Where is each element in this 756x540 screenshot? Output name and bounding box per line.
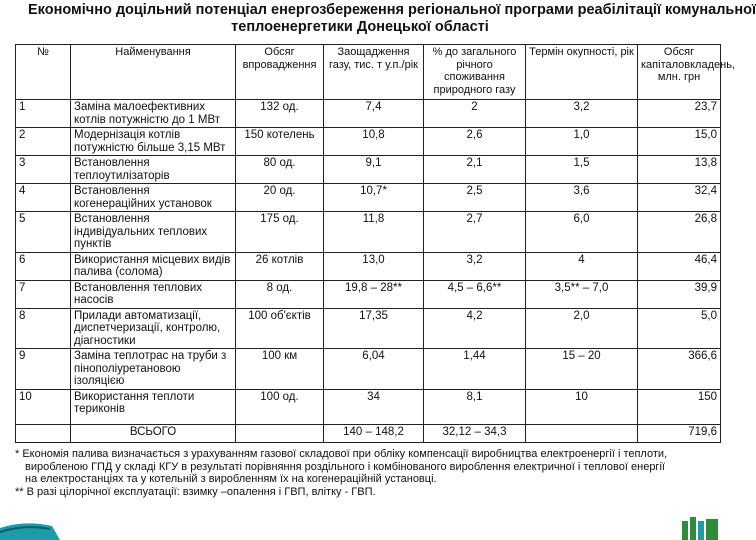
row-savings: 6,04 [324, 349, 424, 390]
row-payback: 1,5 [526, 156, 638, 184]
row-percent: 2,6 [424, 128, 526, 156]
row-payback: 6,0 [526, 212, 638, 253]
row-payback: 3,6 [526, 184, 638, 212]
row-percent: 1,44 [424, 349, 526, 390]
row-no: 8 [16, 308, 71, 349]
header-percent: % до загального річного споживання природного газу [424, 45, 526, 100]
footnote-2: ** В разі цілорічної експлуатації: взимку –опалення і ГВП, влітку - ГВП. [15, 485, 376, 498]
row-name: Встановлення теплоутилізаторів [71, 156, 236, 184]
row-no: 2 [16, 128, 71, 156]
table-row [16, 128, 721, 156]
total-row [16, 424, 721, 442]
row-volume: 175 од. [236, 212, 324, 253]
table-row [16, 389, 721, 424]
table-row [16, 156, 721, 184]
total-label: ВСЬОГО [71, 424, 236, 442]
table-row [16, 349, 721, 390]
row-name: Використання місцевих видів палива (солома) [71, 252, 236, 280]
row-capex: 32,4 [638, 184, 721, 212]
total-savings: 140 – 148,2 [324, 424, 424, 442]
footnote-1-cont-b: на електростанціях та у котельній з виробленням їх на когенераційній установці. [25, 473, 437, 485]
total-capex: 719,6 [638, 424, 721, 442]
row-name: Встановлення індивідуальних теплових пунктів [71, 212, 236, 253]
row-name: Заміна теплотрас на труби з пінополіуретановою ізоляцією [71, 349, 236, 390]
row-savings: 11,8 [324, 212, 424, 253]
row-volume: 132 од. [236, 100, 324, 128]
row-no: 5 [16, 212, 71, 253]
row-name: Модернізація котлів потужністю більше 3,15 МВт [71, 128, 236, 156]
row-percent: 4,5 – 6,6** [424, 280, 526, 308]
row-volume: 150 котелень [236, 128, 324, 156]
row-no: 10 [16, 389, 71, 424]
decorative-teal-shape [0, 518, 60, 540]
table-row [16, 212, 721, 253]
row-savings: 10,8 [324, 128, 424, 156]
row-savings: 13,0 [324, 252, 424, 280]
row-no: 3 [16, 156, 71, 184]
header-no: № [16, 45, 71, 100]
page-title [0, 2, 756, 36]
row-percent: 2,7 [424, 212, 526, 253]
row-name: Прилади автоматизації, диспетчеризації, контролю, діагностики [71, 308, 236, 349]
row-no: 4 [16, 184, 71, 212]
row-volume: 100 об'єктів [236, 308, 324, 349]
total-percent: 32,12 – 34,3 [424, 424, 526, 442]
table-row [16, 252, 721, 280]
row-percent: 4,2 [424, 308, 526, 349]
row-volume: 20 од. [236, 184, 324, 212]
row-capex: 366,6 [638, 349, 721, 390]
row-payback: 1,0 [526, 128, 638, 156]
row-no: 9 [16, 349, 71, 390]
row-no: 6 [16, 252, 71, 280]
header-savings: Заощадження газу, тис. т у.п./рік [324, 45, 424, 100]
table-header-row [16, 45, 721, 100]
total-empty-volume [236, 424, 324, 442]
row-payback: 3,2 [526, 100, 638, 128]
row-savings: 9,1 [324, 156, 424, 184]
row-savings: 19,8 – 28** [324, 280, 424, 308]
row-capex: 5,0 [638, 308, 721, 349]
row-name: Встановлення теплових насосів [71, 280, 236, 308]
row-capex: 46,4 [638, 252, 721, 280]
footnote-1-cont-a: виробленою ГПД у складі КГУ в результаті порівняння роздільного і комбінованого вироблення електричної і теплової енергії [25, 460, 665, 473]
total-empty-payback [526, 424, 638, 442]
row-payback: 3,5** – 7,0 [526, 280, 638, 308]
row-volume: 80 од. [236, 156, 324, 184]
row-no: 1 [16, 100, 71, 128]
row-percent: 2,5 [424, 184, 526, 212]
row-percent: 2,1 [424, 156, 526, 184]
row-percent: 2 [424, 100, 526, 128]
row-capex: 150 [638, 389, 721, 424]
header-volume: Обсяг впровадження [236, 45, 324, 100]
row-capex: 39,9 [638, 280, 721, 308]
total-empty-no [16, 424, 71, 442]
row-savings: 34 [324, 389, 424, 424]
row-volume: 26 котлів [236, 252, 324, 280]
title-line-2: теплоенергетики Донецької області [231, 19, 489, 35]
row-name: Заміна малоефективних котлів потужністю до 1 МВт [71, 100, 236, 128]
row-payback: 4 [526, 252, 638, 280]
row-name: Використання теплоти териконів [71, 389, 236, 424]
row-percent: 3,2 [424, 252, 526, 280]
title-line-1: Економічно доцільний потенціал енергозбереження регіональної програми реабілітації комунальної [28, 2, 756, 18]
header-payback: Термін окупності, рік [526, 45, 638, 100]
row-savings: 10,7* [324, 184, 424, 212]
row-payback: 2,0 [526, 308, 638, 349]
savings-table [15, 44, 735, 443]
row-capex: 23,7 [638, 100, 721, 128]
table-row [16, 308, 721, 349]
decorative-logo-shape [680, 515, 720, 540]
table-row [16, 280, 721, 308]
row-payback: 10 [526, 389, 638, 424]
row-payback: 15 – 20 [526, 349, 638, 390]
row-volume: 8 од. [236, 280, 324, 308]
row-capex: 26,8 [638, 212, 721, 253]
row-savings: 7,4 [324, 100, 424, 128]
row-percent: 8,1 [424, 389, 526, 424]
header-name: Найменування [71, 45, 236, 100]
row-volume: 100 од. [236, 389, 324, 424]
table-row [16, 184, 721, 212]
row-no: 7 [16, 280, 71, 308]
row-name: Встановлення когенераційних установок [71, 184, 236, 212]
row-volume: 100 км [236, 349, 324, 390]
row-capex: 15,0 [638, 128, 721, 156]
footnote-1: * Економія палива визначається з урахуванням газової складової при обліку компенсації виробництва електроенергії і теплоти, [15, 448, 668, 460]
footnotes [15, 448, 720, 498]
row-capex: 13,8 [638, 156, 721, 184]
table-row [16, 100, 721, 128]
header-capex: Обсяг капіталовкладень, млн. грн [638, 45, 721, 100]
row-savings: 17,35 [324, 308, 424, 349]
